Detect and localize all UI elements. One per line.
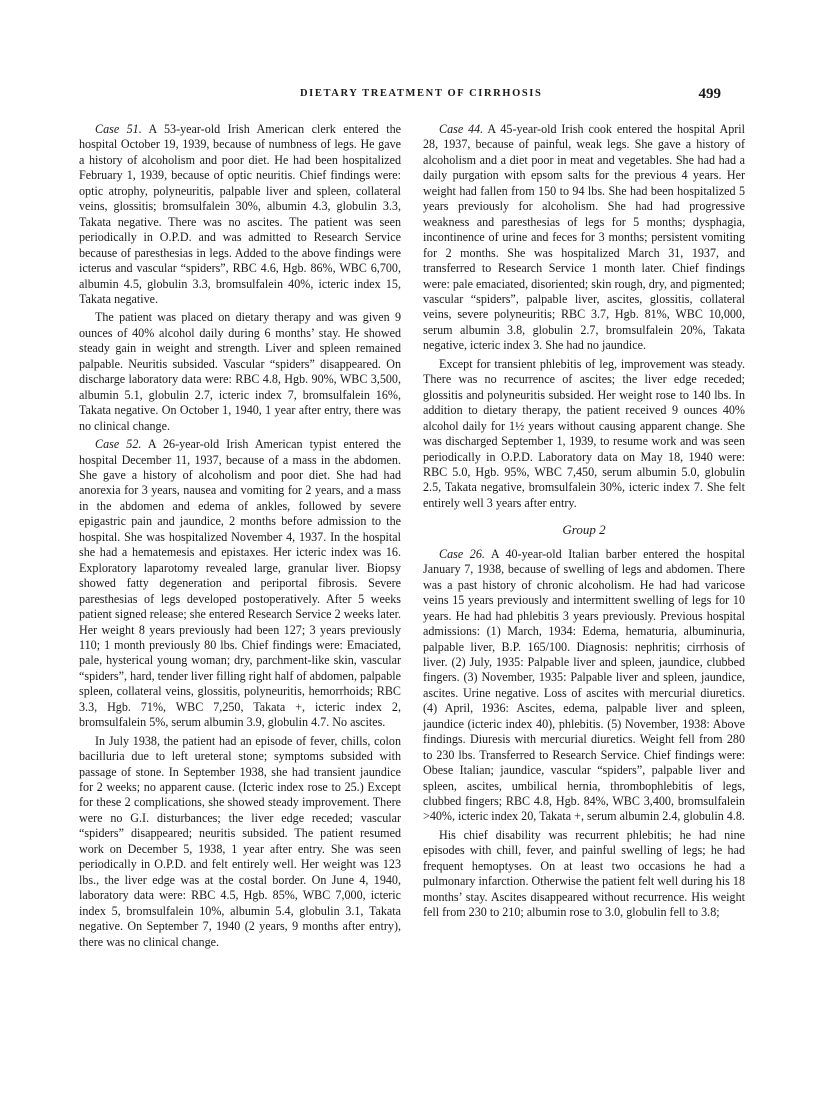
page-number: 499 (698, 86, 721, 102)
case-51-course-paragraph: The patient was placed on dietary therapy and was given 9 ounces of 40% alcohol daily during 6 months’ stay. He showed steady gain in weight and strength. Liver and spleen remained palpable. Neuritis subsided. Vascular “spiders” disappeared. On discharge laboratory data were: RBC 4.8, Hgb. 90%, WBC 3,500, albumin 5.1, globulin 2.7, icteric index 7, bromsulfalein 16%, Takata negative. On October 1, 1940, 1 year after entry, there was no clinical change. (79, 310, 401, 433)
case-44-history-text: A 45-year-old Irish cook entered the hospital April 28, 1937, because of painful, weak legs. She gave a history of alcoholism and a diet poor in meat and vegetables. She had had a daily purgation with epsom salts for the previous 4 years. Her weight had fallen from 150 to 94 lbs. She had been hospitalized 5 years previously for alcoholism. She had had progressive weakness and paresthesias of legs for 5 months; dysphagia, incontinence of urine and feces for 3 months; persistent vomiting for 2 months. She was hospitalized March 31, 1937, and transferred to Research Service 1 month later. Chief findings were: pale emaciated, disoriented; skin rough, dry, and pigmented; vascular “spiders”, palpable liver, ascites, glossitis, collateral veins, severe polyneuritis; RBC 3.7, Hgb. 81%, WBC 10,000, serum albumin 3.8, globulin 2.7, bromsulfalein 20%, Takata negative, icteric index 3. She had no jaundice. (423, 122, 746, 353)
case-44-label: Case 44. (439, 122, 484, 136)
case-51-history-paragraph (79, 122, 401, 307)
case-26-course-paragraph: His chief disability was recurrent phlebitis; he had nine episodes with chill, fever, and painful swelling of legs; he had frequent hemoptyses. On at least two occasions he had a pulmonary infarction. Otherwise the patient felt well during his 18 months’ stay. Ascites disappeared without recurrence. His weight fell from 230 to 210; albumin rose to 3.0, globulin fell to 3.8; (423, 827, 745, 920)
case-52-course-paragraph: In July 1938, the patient had an episode of fever, chills, colon bacilluria due to left ureteral stone; symptoms subsided with passage of stone. In September 1938, she had transient jaundice for 2 weeks; no apparent cause. (Icteric index rose to 25.) Except for these 2 complications, she showed steady improvement. There were no G.I. disturbances; the liver edge receded; vascular “spiders” disappeared; neuritis subsided. The patient resumed work on December 5, 1938, 1 year after entry. She was seen periodically in O.P.D. and felt entirely well. Her weight was 123 lbs., the liver edge was at the costal border. On June 4, 1940, laboratory data were: RBC 4.5, Hgb. 85%, WBC 7,000, icteric index 5, bromsulfalein 10%, albumin 5.4, globulin 3.1, Takata negative. On September 7, 1940 (2 years, 9 months after entry), there was no clinical change. (79, 733, 401, 949)
case-44-history-paragraph (423, 122, 745, 354)
running-title: DIETARY TREATMENT OF CIRRHOSIS (300, 88, 543, 99)
page-header (300, 86, 721, 106)
case-26-label: Case 26. (439, 546, 485, 561)
right-column (423, 122, 745, 924)
case-51-label: Case 51. (95, 122, 142, 136)
case-26-history-text: A 40-year-old Italian barber entered the hospital January 7, 1938, because of swelling of legs and abdomen. There was a past history of chronic alcoholism. He had had varicose veins 15 years previously and intermittent swelling of legs for 10 years. He had had phlebitis 3 years previously. Previous hospital admissions: (1) March, 1934: Edema, hematuria, albuminuria, palpable liver, B.P. 165/100. Diagnosis: nephritis; cirrhosis of liver. (2) July, 1935: Palpable liver and spleen, jaundice, clubbed fingers. (3) November, 1935: Palpable liver and spleen, jaundice, ascites. Urine negative. Loss of ascites with mercurial diuretics. (4) April, 1936: Ascites, edema, palpable liver and spleen, jaundice (icteric index 40), phlebitis. (5) November, 1938: Above findings. Diuresis with mercurial diuretics. Weight fell from 280 to 230 lbs. Transferred to Research Service. Chief findings were: Obese Italian; jaundice, vascular “spiders”, palpable liver and spleen, ascites, umbilical hernia, thrombophlebitis of legs, clubbed fingers; RBC 4.8, Hgb. 84%, WBC 3,400, bromsulfalein >40%, icteric index 20, Takata +, serum albumin 2.4, globulin 4.8. (423, 546, 745, 824)
case-52-label: Case 52. (95, 437, 142, 452)
case-26-history-paragraph (423, 547, 745, 825)
case-51-history-text: A 53-year-old Irish American clerk entered the hospital October 19, 1939, because of numbness of legs. He gave a history of alcoholism and poor diet. He had been hospitalized February 1, 1939, because of optic neuritis. Chief findings were: optic atrophy, polyneuritis, palpable liver and spleen, collateral veins, glossitis; bromsulfalein 30%, albumin 4.3, globulin 3.3, Takata negative. There was no ascites. The patient was seen periodically in O.P.D. and was admitted to Research Service because of paresthesias in legs. Added to the above findings were icterus and vascular “spiders”, RBC 4.6, Hgb. 86%, WBC 6,700, albumin 4.5, globulin 3.3, bromsulfalein 40%, icteric index 15, Takata negative. (79, 122, 401, 306)
case-52-history-paragraph (79, 437, 401, 731)
case-52-history-text: A 26-year-old Irish American typist entered the hospital December 11, 1937, because of a mass in the abdomen. She gave a history of alcoholism and poor diet. She had had anorexia for 3 years, nausea and vomiting for 2 years, and a mass in the abdomen and edema of ankles, followed by severe epigastric pain and jaundice, 2 months before admission to the hospital. She was hospitalized November 4, 1937. In the hospital she had a hematemesis and epistaxes. Her icteric index was 16. Exploratory laparotomy revealed large, granular liver. Biopsy showed fatty degeneration and periportal fibrosis. Severe paresthesias of legs developed postoperatively. After 5 weeks patient signed release; she entered Research Service 2 weeks later. Her weight 8 years previously had been 127; 3 years previously 110; 1 month previously 80 lbs. Chief findings were: Emaciated, pale, hysterical young woman; dry, parchment-like skin, vascular “spiders”, hard, tender liver filling right half of abdomen, palpable spleen, collateral veins, glossitis, polyneuritis, hemorrhoids; RBC 3.3, Hgb. 71%, WBC 7,250, Takata +, icteric index 2, bromsulfalein 5%, serum albumin 3.9, globulin 4.7. No ascites. (79, 437, 402, 730)
left-column (79, 122, 401, 953)
group-2-heading: Group 2 (562, 522, 606, 538)
case-44-course-paragraph: Except for transient phlebitis of leg, improvement was steady. There was no recurrence of ascites; the liver edge receded; glossitis and polyneuritis subsided. Her weight rose to 140 lbs. In addition to dietary therapy, the patient received 9 ounces 40% alcohol daily for 1½ years without causing apparent change. She was discharged September 1, 1939, to resume work and was seen periodically in O.P.D. Laboratory data on May 18, 1940 were: RBC 5.0, Hgb. 95%, WBC 7,450, serum albumin 5.0, globulin 2.5, Takata negative, bromsulfalein 30%, icteric index 7. She felt entirely well 3 years after entry. (423, 356, 745, 510)
